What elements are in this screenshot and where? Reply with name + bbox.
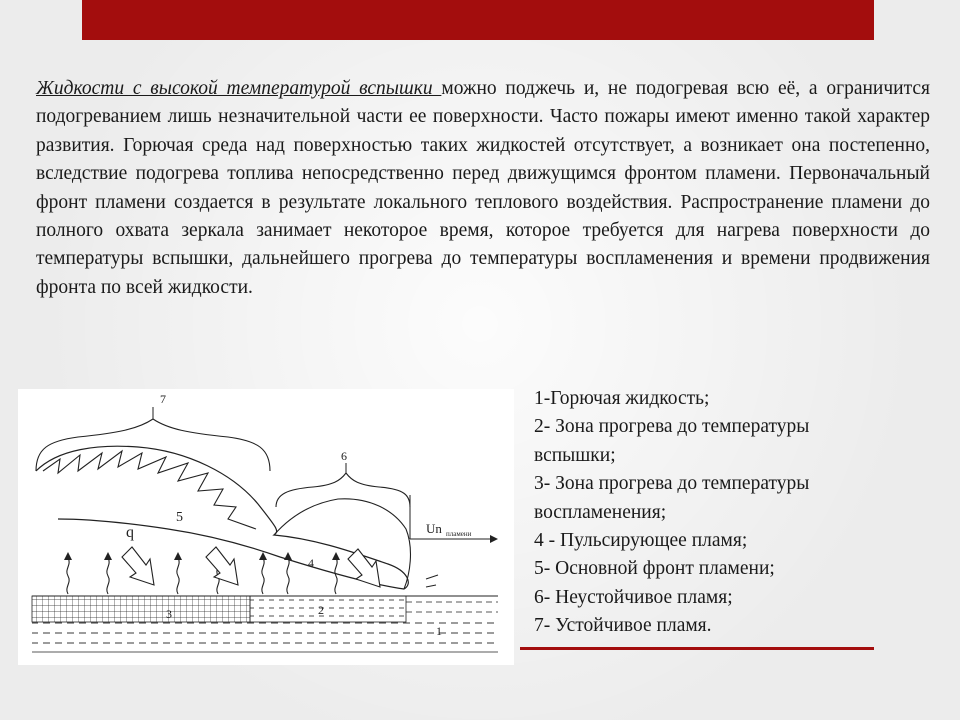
velocity-arrowhead [490, 535, 498, 543]
figure-legend [534, 385, 894, 641]
radiation-arrows [122, 547, 380, 587]
liquid-layer [32, 622, 498, 652]
label-un: Un [426, 521, 442, 536]
label-4: 4 [308, 556, 314, 570]
flame-tick-1 [426, 575, 438, 579]
label-q: q [126, 524, 134, 541]
bottom-accent-line [520, 647, 874, 650]
stable-flame-teeth [43, 451, 256, 529]
heat-arrowheads [64, 552, 340, 560]
legend-item-3: 3- Зона прогрева до температуры воспламенения; [534, 473, 810, 523]
label-6: 6 [341, 449, 347, 463]
label-1: 1 [436, 624, 442, 638]
flame-spread-diagram [18, 389, 514, 665]
paragraph-body: можно поджечь и, не подогревая всю её, а ограничится подогреванием лишь незначительной части ее поверхности. Часто пожары имеют именно такой характер развития. Горючая среда над поверхностью таких жидкостей отсутствует, а возникает она постепенно, вследствие подогрева топлива непосредственно перед движущимся фронтом пламени. Первоначальный фронт пламени создается в результате локального теплового воздействия. Распространение пламени до полного охвата зеркала занимает некоторое время, которое требуется для нагрева поверхности до температуры вспышки, дальнейшего прогрева до температуры воспламенения и времени продвижения фронта по всей жидкости. [36, 78, 930, 298]
label-un-sub: пламени [446, 530, 472, 538]
label-2: 2 [318, 603, 324, 617]
legend-item-1: 1-Горючая жидкость; [534, 388, 710, 409]
legend-item-2: 2- Зона прогрева до температуры вспышки; [534, 416, 810, 466]
legend-item-7: 7- Устойчивое пламя. [534, 615, 712, 637]
top-accent-bar [82, 0, 874, 40]
brace-6 [276, 473, 410, 507]
legend-item-6: 6- Неустойчивое пламя; [534, 586, 733, 608]
zone-3-heating [32, 596, 250, 622]
flame-tick-2 [426, 585, 436, 587]
brace-7 [36, 419, 270, 471]
label-5: 5 [176, 510, 183, 525]
highlighted-term: Жидкости с высокой температурой вспышки [36, 78, 442, 99]
heat-flux-arrows [67, 558, 337, 594]
main-paragraph [36, 75, 930, 302]
legend-item-4: 4 - Пульсирующее пламя; [534, 530, 748, 552]
legend-item-5: 5- Основной фронт пламени; [534, 558, 775, 580]
zone-2-heating [250, 596, 406, 622]
label-7: 7 [160, 392, 166, 406]
diagram-svg [18, 389, 514, 665]
label-3: 3 [166, 607, 172, 621]
